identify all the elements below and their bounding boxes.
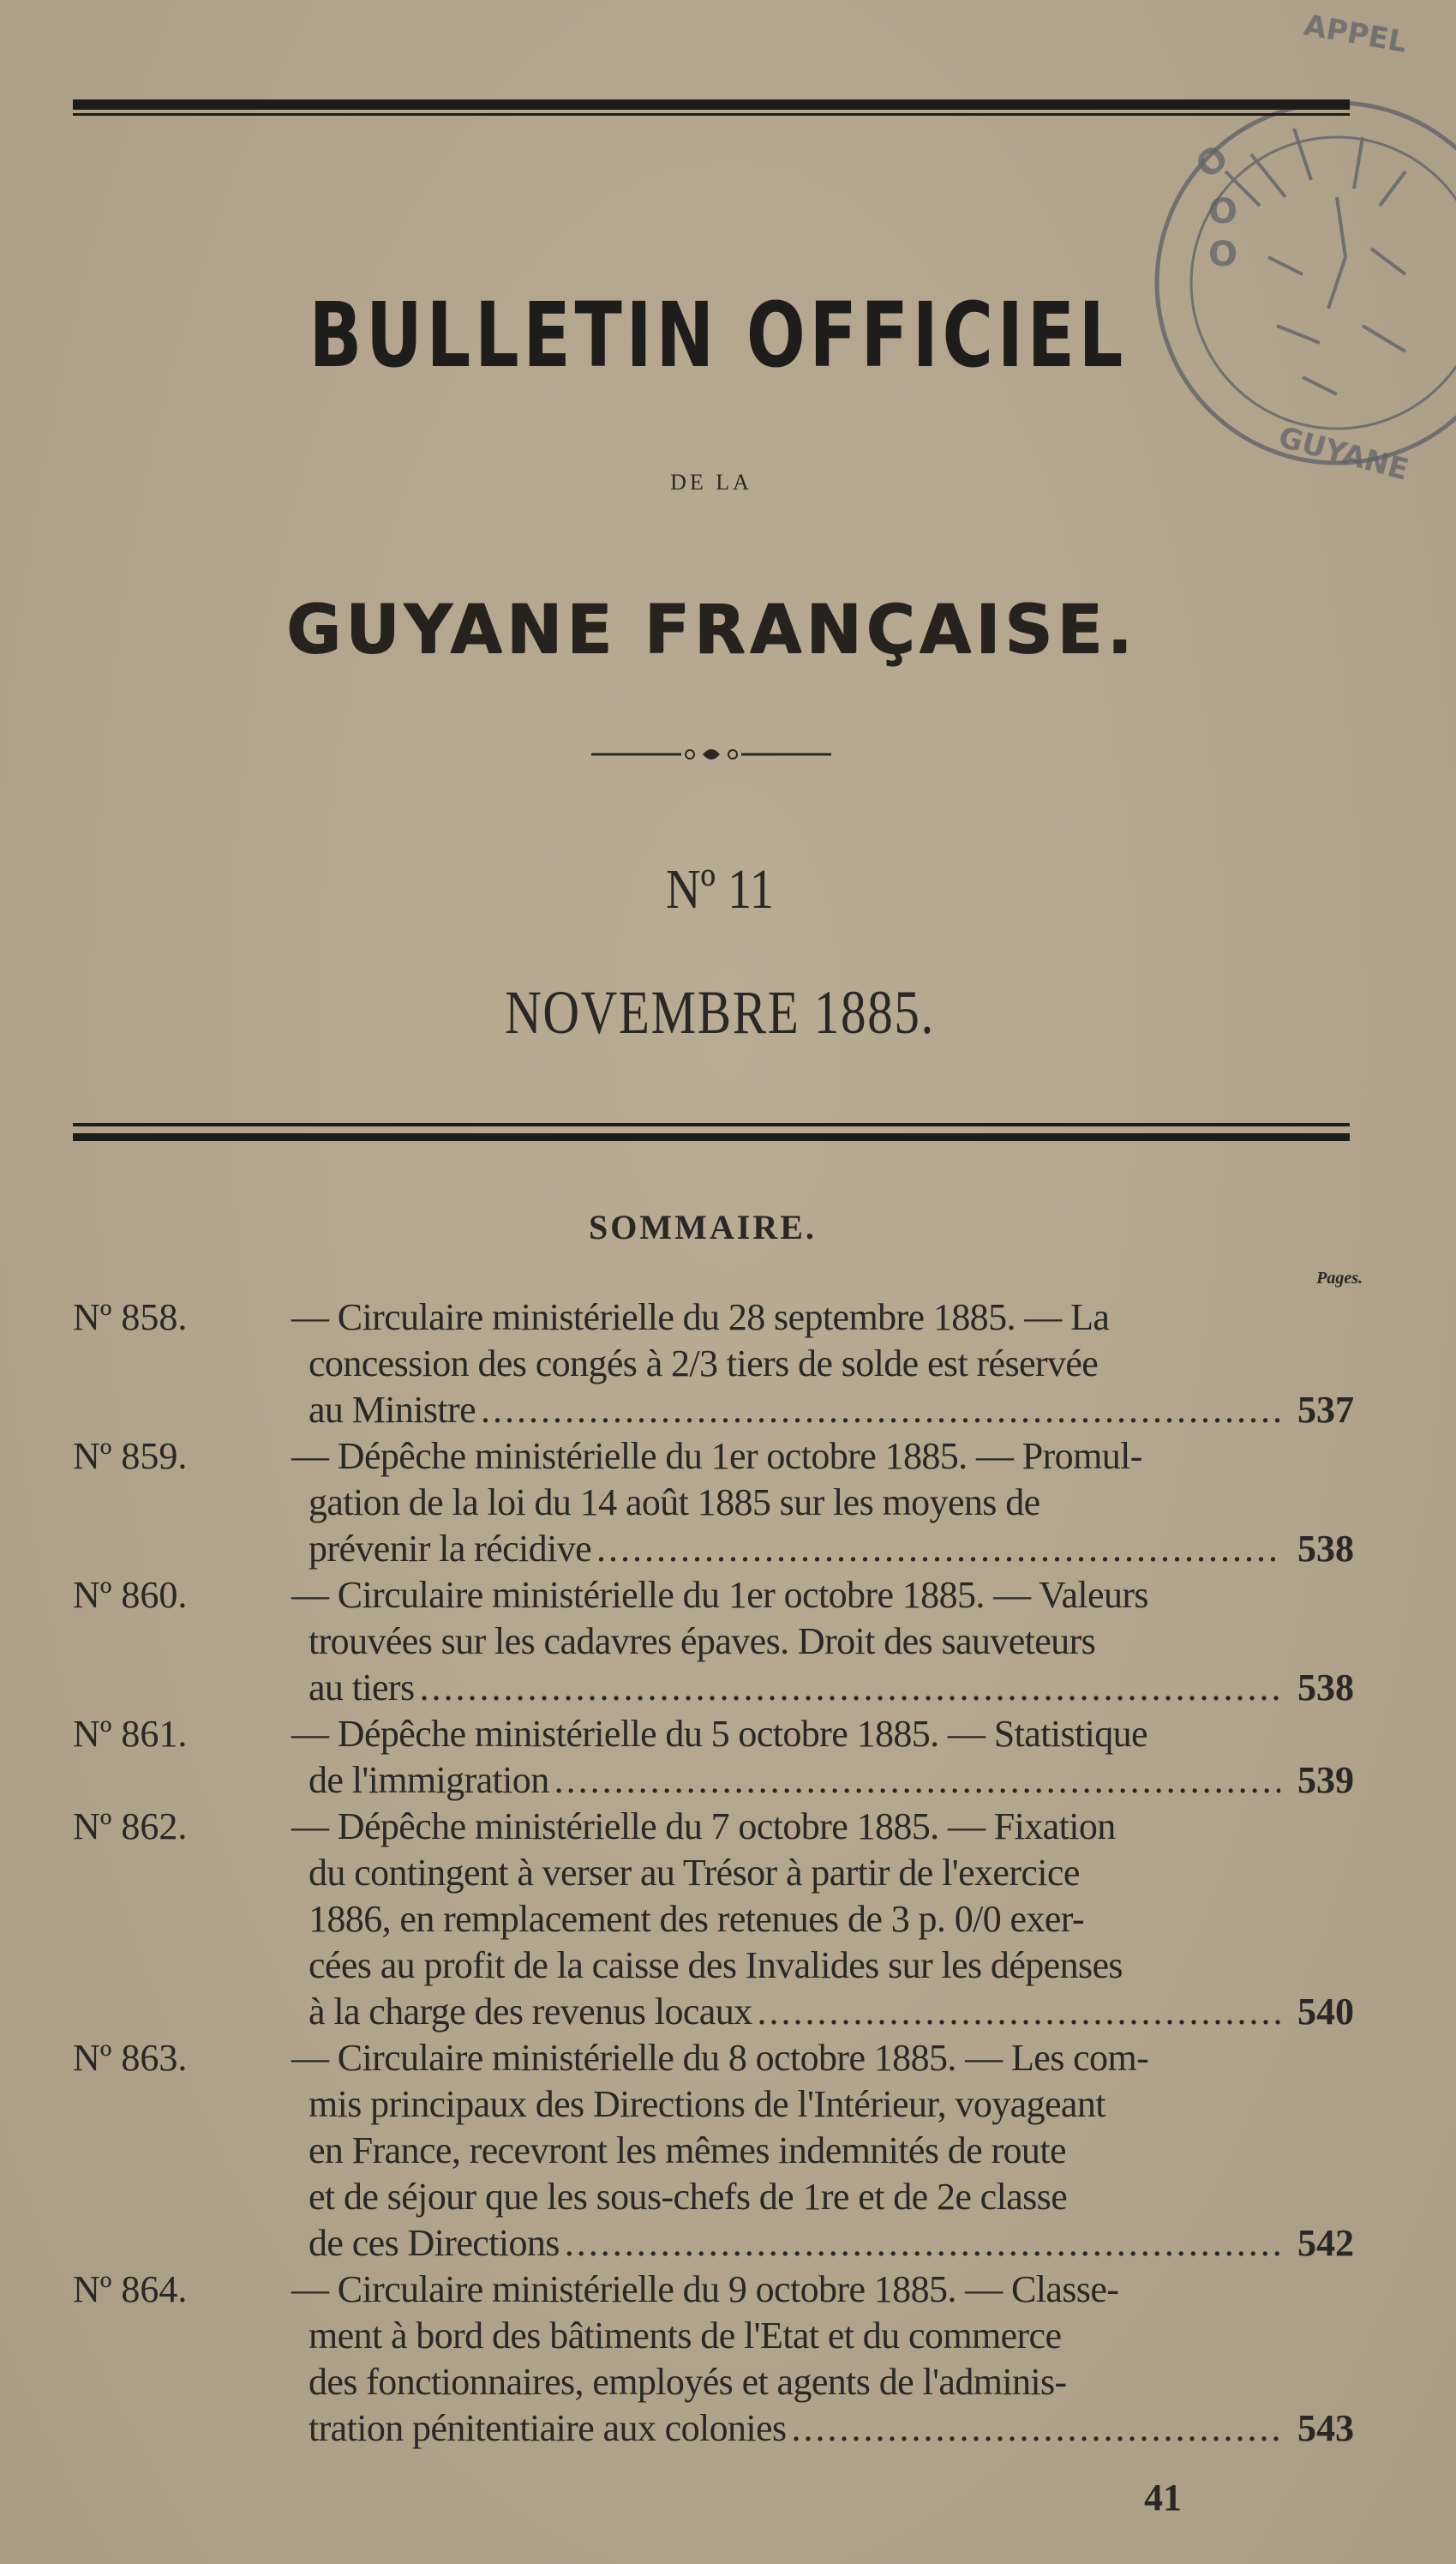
official-seal-stamp (1080, 0, 1456, 514)
summary-entry-line (73, 1341, 1354, 1387)
summary-entries (73, 1294, 1354, 2452)
dot-leader (792, 2405, 1280, 2452)
entry-text: — Dépêche ministérielle du 7 octobre 1885. — Fixation (291, 1805, 1116, 1847)
entry-text: de ces Directions (309, 2222, 560, 2264)
summary-entry-line (73, 2220, 1354, 2267)
summary-entry-line (73, 1989, 1354, 2035)
entry-text: — Circulaire ministérielle du 1er octobre 1885. — Valeurs (291, 1574, 1148, 1616)
title-connector: DE LA (670, 470, 752, 495)
entry-text: ment à bord des bâtiments de l'Etat et du commerce (309, 2315, 1062, 2357)
entry-number: Nº 863. (73, 2037, 188, 2079)
summary-entry-line (73, 1896, 1354, 1943)
entry-text: à la charge des revenus locaux (309, 1991, 752, 2033)
colony-title: GUYANE FRANÇAISE. (285, 591, 1137, 669)
svg-text:APPEL: APPEL (1301, 8, 1410, 60)
summary-entry-line (73, 2174, 1354, 2220)
pages-column-header: Pages. (1316, 1269, 1363, 1288)
summary-entry-line (73, 1572, 1354, 1618)
middle-rule (73, 1123, 1350, 1126)
summary-entry-line (73, 1387, 1354, 1433)
entry-text: tration pénitentiaire aux colonies (309, 2407, 787, 2449)
entry-page-number: 540 (1297, 1991, 1354, 2033)
summary-entry-line (73, 2267, 1354, 2313)
middle-rule-bold (73, 1133, 1350, 1141)
entry-text: 1886, en remplacement des retenues de 3 p. 0/0 exer- (309, 1898, 1085, 1940)
summary-entry-line (73, 1618, 1354, 1665)
svg-text:GUYANE: GUYANE (1274, 420, 1412, 488)
summary-entry (73, 2267, 1354, 2452)
entry-text: au tiers (309, 1666, 415, 1708)
summary-entry-line (73, 2405, 1354, 2452)
entry-number: Nº 864. (73, 2268, 188, 2310)
summary-entry-line (73, 2359, 1354, 2405)
top-rule (73, 99, 1350, 110)
entry-page-number: 543 (1297, 2407, 1354, 2449)
ornament-divider (591, 744, 831, 765)
entry-text: au Ministre (309, 1389, 476, 1431)
entry-page-number: 542 (1297, 2222, 1354, 2264)
summary-entry-line (73, 2128, 1354, 2174)
entry-page-number: 537 (1297, 1389, 1354, 1431)
entry-number: Nº 860. (73, 1574, 188, 1616)
entry-number: Nº 858. (73, 1296, 188, 1338)
summary-entry-line (73, 1433, 1354, 1480)
entry-text: prévenir la récidive (309, 1528, 592, 1570)
summary-entry-line (73, 1294, 1354, 1341)
summary-entry-line (73, 1480, 1354, 1526)
summary-entry-line (73, 2081, 1354, 2128)
entry-text: — Dépêche ministérielle du 1er octobre 1885. — Promul- (291, 1435, 1142, 1477)
summary-heading: SOMMAIRE. (589, 1208, 817, 1246)
entry-number: Nº 861. (73, 1713, 188, 1755)
entry-text: — Dépêche ministérielle du 5 octobre 1885. — Statistique (291, 1713, 1147, 1755)
summary-entry-line (73, 1850, 1354, 1896)
summary-entry (73, 2035, 1354, 2267)
signature-number: 41 (1144, 2477, 1182, 2519)
svg-text:O: O (1208, 192, 1238, 231)
entry-text: en France, recevront les mêmes indemnités de route (309, 2129, 1066, 2171)
entry-number: Nº 859. (73, 1435, 188, 1477)
entry-text: — Circulaire ministérielle du 9 octobre 1885. — Classe- (291, 2268, 1119, 2310)
entry-number: Nº 862. (73, 1805, 188, 1847)
entry-text: du contingent à verser au Trésor à partir de l'exercice (309, 1852, 1080, 1894)
entry-text: de l'immigration (309, 1759, 549, 1801)
summary-entry-line (73, 1711, 1354, 1757)
summary-entry (73, 1294, 1354, 1433)
svg-text:O: O (1188, 137, 1237, 187)
summary-entry (73, 1804, 1354, 2035)
entry-text: gation de la loi du 14 août 1885 sur les moyens de (309, 1481, 1040, 1523)
entry-text: concession des congés à 2/3 tiers de solde est réservée (309, 1342, 1099, 1384)
entry-text: et de séjour que les sous-chefs de 1re et de 2e classe (309, 2176, 1068, 2218)
dot-leader (758, 1989, 1281, 2035)
summary-entry-line (73, 2035, 1354, 2081)
bulletin-title: BULLETIN OFFICIEL (309, 283, 1128, 387)
svg-text:O: O (1208, 235, 1238, 274)
top-rule-thin (73, 113, 1350, 116)
issue-number: Nº 11 (666, 858, 774, 921)
summary-entry-line (73, 2313, 1354, 2359)
dot-leader (419, 1665, 1280, 1711)
summary-entry-line (73, 1526, 1354, 1572)
dot-leader (596, 1526, 1280, 1572)
summary-entry-line (73, 1665, 1354, 1711)
summary-entry-line (73, 1757, 1354, 1804)
entry-text: cées au profit de la caisse des Invalides sur les dépenses (309, 1944, 1123, 1986)
entry-text: trouvées sur les cadavres épaves. Droit des sauveteurs (309, 1620, 1096, 1662)
dot-leader (565, 2220, 1280, 2267)
entry-page-number: 538 (1297, 1528, 1354, 1570)
entry-text: mis principaux des Directions de l'Intérieur, voyageant (309, 2083, 1105, 2125)
summary-entry (73, 1433, 1354, 1572)
entry-page-number: 538 (1297, 1666, 1354, 1708)
summary-entry (73, 1572, 1354, 1711)
issue-date: NOVEMBRE 1885. (505, 978, 935, 1047)
entry-text: — Circulaire ministérielle du 8 octobre 1885. — Les com- (291, 2037, 1149, 2079)
dot-leader (481, 1387, 1280, 1433)
entry-text: des fonctionnaires, employés et agents de l'adminis- (309, 2361, 1067, 2403)
entry-text: — Circulaire ministérielle du 28 septembre 1885. — La (291, 1296, 1110, 1338)
summary-entry-line (73, 1804, 1354, 1850)
entry-page-number: 539 (1297, 1759, 1354, 1801)
dot-leader (554, 1757, 1280, 1804)
summary-entry (73, 1711, 1354, 1804)
summary-entry-line (73, 1943, 1354, 1989)
